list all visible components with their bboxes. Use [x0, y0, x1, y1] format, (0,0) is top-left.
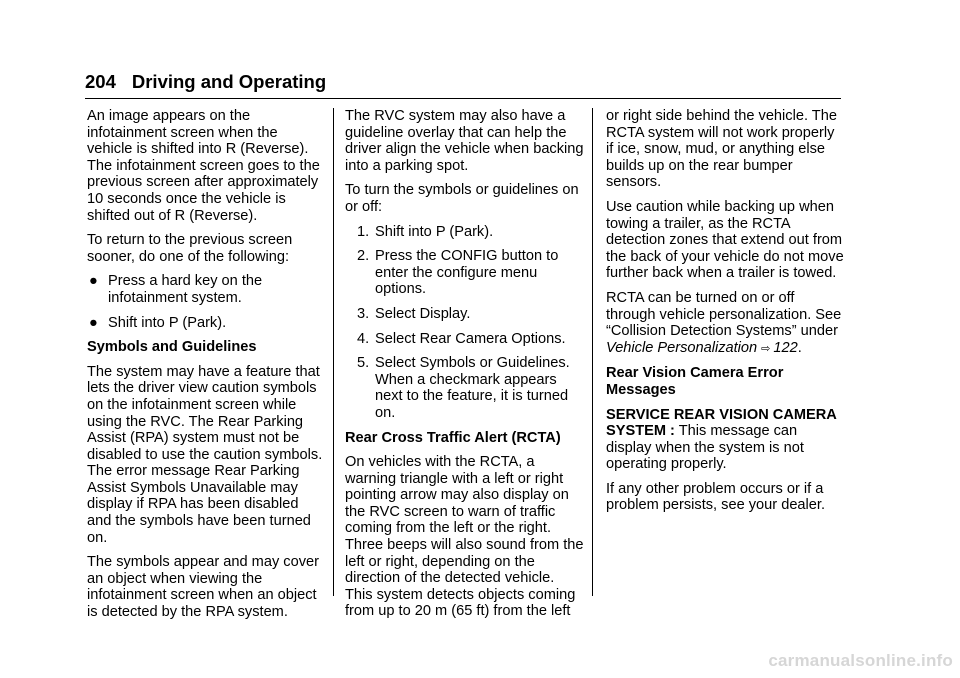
error-message-paragraph [606, 407, 844, 473]
column-divider [592, 108, 593, 596]
rcta-paragraph: On vehicles with the RCTA, a warning triangle with a left or right pointing arrow may also display on the RVC screen to warn of traffic coming from the left or the right. Three beeps will also sound from the left or right, depending on the direction of the detected vehicle. This system detects objects coming from up to 20 m (65 ft) from the left [345, 454, 584, 620]
step-item [345, 248, 585, 298]
guideline-paragraph: The RVC system may also have a guideline overlay that can help the driver align the vehicle when backing into a parking spot. [345, 108, 584, 174]
bullet-icon: ● [89, 314, 98, 331]
step-text: Shift into P (Park). [375, 223, 494, 240]
symbols-paragraph: The system may have a feature that lets the driver view caution symbols on the infotainment screen while using the RVC. The Rear Parking Assist (RPA) system must not be disabled to use the caution symbols. The error message Rear Parking Assist Symbols Unavailable may display if RPA has been disabled and the symbols have been turned on. [87, 363, 323, 546]
symbols-cover-paragraph: The symbols appear and may cover an object when viewing the infotainment screen when an object is detected by the RPA system. [87, 554, 319, 621]
column-divider [333, 108, 334, 596]
section-heading-error-messages: Rear Vision Camera Error Messages [606, 365, 784, 398]
personalization-text: RCTA can be turned on or off through vehicle personalization. See “Collision Detection Systems” under [606, 289, 842, 340]
bullet-icon: ● [89, 273, 98, 290]
step-text: Select Display. [375, 305, 471, 322]
step-number: 4. [357, 330, 370, 347]
page-header [85, 70, 841, 94]
step-text: Select Symbols or Guidelines. When a checkmark appears next to the feature, it is turned on. [375, 355, 570, 421]
personalization-paragraph [606, 290, 844, 357]
section-heading-rcta: Rear Cross Traffic Alert (RCTA) [345, 429, 561, 446]
column-right [606, 108, 844, 522]
error-message-label: SERVICE REAR VISION CAMERA SYSTEM : [606, 406, 837, 440]
page-reference-number[interactable]: 122 [773, 339, 798, 356]
column-left [87, 108, 323, 629]
header-row [85, 70, 841, 94]
step-item [345, 224, 585, 241]
step-item [345, 355, 585, 421]
towing-caution-paragraph: Use caution while backing up when towing a trailer, as the RCTA detection zones that extend out from the back of your vehicle do not move further back when a trailer is towed. [606, 198, 844, 282]
column-middle [345, 108, 585, 628]
watermark: carmanualsonline.info [768, 651, 953, 670]
step-number: 5. [357, 355, 370, 372]
step-number: 2. [357, 248, 370, 265]
bullet-item [87, 273, 323, 306]
step-number: 1. [357, 223, 370, 240]
page-reference-arrow-icon: ⇨ [761, 342, 771, 355]
return-paragraph: To return to the previous screen sooner, do one of the following: [87, 232, 293, 265]
intro-paragraph: An image appears on the infotainment screen when the vehicle is shifted into R (Reverse). The infotainment screen goes to the previous screen after approximately 10 seconds once the vehicle is shifted out of R (Reverse). [87, 108, 320, 224]
header-divider [85, 98, 841, 99]
dealer-paragraph: If any other problem occurs or if a problem persists, see your dealer. [606, 480, 826, 514]
step-item [345, 306, 585, 323]
sentence-end: . [797, 339, 802, 356]
section-title: Driving and Operating [131, 71, 327, 92]
rcta-continued-paragraph: or right side behind the vehicle. The RCTA system will not work properly if ice, snow, mud, or anything else builds up on the rear bumper sensors. [606, 108, 837, 191]
bullet-text: Press a hard key on the infotainment system. [108, 273, 263, 306]
step-text: Select Rear Camera Options. [375, 330, 566, 347]
error-message-text: This message can display when the system is not operating properly. [606, 423, 804, 473]
bullet-text: Shift into P (Park). [108, 314, 227, 331]
vehicle-personalization-link[interactable]: Vehicle Personalization [606, 339, 758, 356]
page-number: 204 [85, 71, 116, 92]
section-heading-symbols: Symbols and Guidelines [87, 339, 257, 356]
toggle-intro-paragraph: To turn the symbols or guidelines on or off: [345, 182, 579, 215]
step-item [345, 331, 585, 348]
bullet-item [87, 315, 323, 332]
step-text: Press the CONFIG button to enter the configure menu options. [375, 248, 559, 298]
step-number: 3. [357, 305, 370, 322]
